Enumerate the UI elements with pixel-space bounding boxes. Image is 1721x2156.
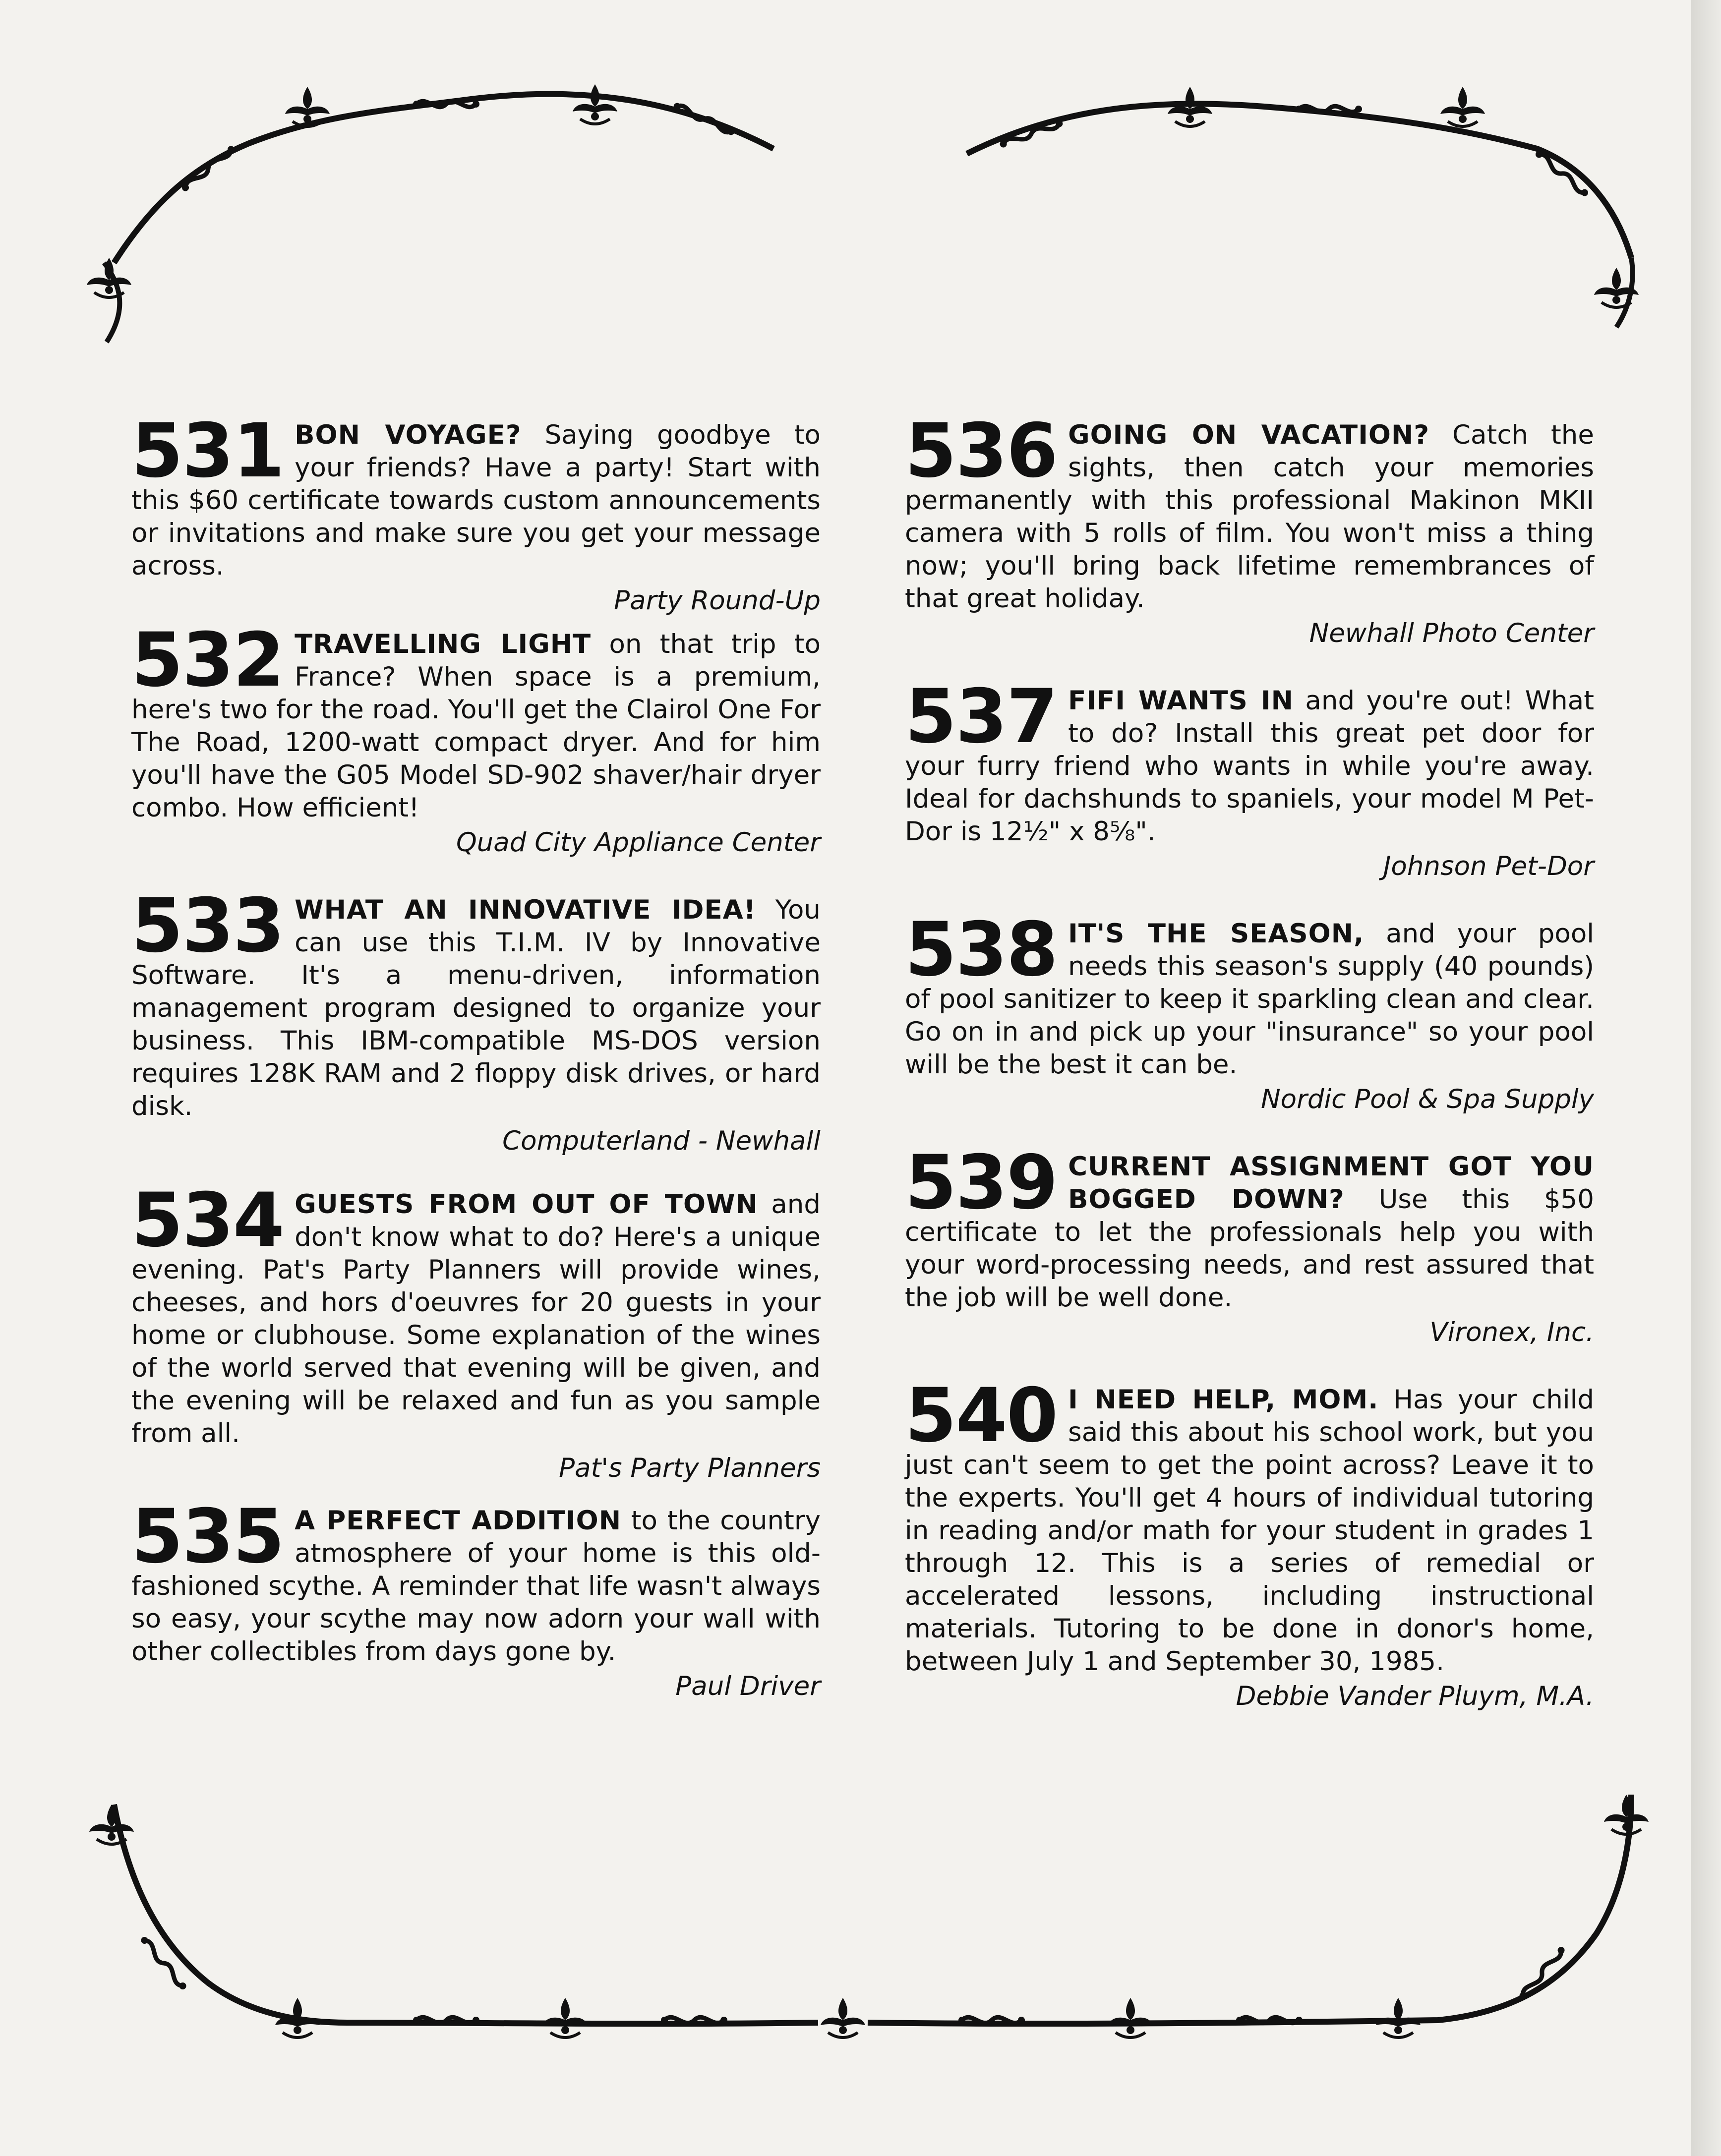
item-headline: FIFI WANTS IN (1068, 686, 1294, 716)
item-number: 533 (131, 883, 284, 969)
item-number: 536 (905, 408, 1058, 494)
auction-item (905, 408, 1594, 650)
auction-item (131, 408, 821, 617)
item-donor: Paul Driver (675, 1671, 821, 1701)
item-text: Saying goodbye to your friends? Have a party! Start with this $60 certificate towards custom announcements or invitations and make sure you get your message across. (131, 420, 821, 581)
auction-item (131, 883, 821, 1158)
item-donor: Newhall Photo Center (1309, 618, 1594, 648)
item-donor: Vironex, Inc. (1429, 1317, 1594, 1347)
item-number: 534 (131, 1177, 284, 1264)
item-number: 539 (905, 1140, 1058, 1226)
item-text: Catch the sights, then catch your memories permanently with this professional Makinon MKII camera with 5 rolls of film. You won't miss a thing now; you'll bring back lifetime remembrances of that great holiday. (905, 420, 1594, 614)
item-number: 532 (131, 617, 284, 703)
auction-item (905, 674, 1594, 883)
item-number: 540 (905, 1373, 1058, 1459)
item-donor: Nordic Pool & Spa Supply (1261, 1084, 1594, 1114)
item-donor: Johnson Pet-Dor (1383, 851, 1594, 881)
item-text: to the country atmosphere of your home is this old-fashioned scythe. A reminder that life wasn't always so easy, your scythe may now adorn your wall with other collectibles from days gone by. (131, 1506, 821, 1667)
item-donor: Computerland - Newhall (502, 1126, 821, 1156)
item-text: and you're out! What to do? Install this great pet door for your furry friend who wants in while you're away. Ideal for dachshunds to spaniels, your model M Pet-Dor is 12½" x 8⅝". (905, 686, 1594, 847)
item-text: Use this $50 certificate to let the professionals help you with your word-processing needs, and rest assured that the job will be well done. (905, 1184, 1594, 1313)
item-text: and don't know what to do? Here's a unique evening. Pat's Party Planners will provide wines, cheeses, and hors d'oeuvres for 20 guests in your home or clubhouse. Some explanation of the wines of the world served that evening will be given, and the evening will be relaxed and fun as you sample from all. (131, 1189, 821, 1449)
item-text: and your pool needs this season's supply (40 pounds) of pool sanitizer to keep it sparkling clean and clear. Go on in and pick up your "insurance" so your pool will be the best it can be. (905, 919, 1594, 1080)
item-headline: IT'S THE SEASON, (1068, 919, 1365, 949)
item-headline: BON VOYAGE? (295, 420, 522, 450)
item-headline: I NEED HELP, MOM. (1068, 1385, 1379, 1415)
item-number: 535 (131, 1494, 284, 1580)
item-headline: GUESTS FROM OUT OF TOWN (295, 1189, 758, 1220)
item-number: 531 (131, 408, 284, 494)
item-headline: A PERFECT ADDITION (295, 1506, 622, 1536)
item-text: on that trip to France? When space is a premium, here's two for the road. You'll get the Clairol One For The Road, 1200-watt compact dryer. And for him you'll have the G05 Model SD-902 shaver/hair dryer combo. How efficient! (131, 629, 821, 823)
item-text: Has your child said this about his school work, but you just can't seem to get the point across? Leave it to the experts. You'll get 4 hours of individual tutoring in reading and/or math for your student in grades 1 through 12. This is a series of remedial or accelerated lessons, including instructional materials. Tutoring to be done in donor's home, between July 1 and September 30, 1985. (905, 1385, 1594, 1677)
item-number: 538 (905, 907, 1058, 993)
auction-item (905, 1140, 1594, 1349)
right-column (905, 408, 1594, 1713)
item-donor: Debbie Vander Pluym, M.A. (1236, 1681, 1594, 1711)
auction-item (131, 1177, 821, 1485)
auction-item (905, 907, 1594, 1116)
item-donor: Quad City Appliance Center (456, 827, 821, 858)
item-headline: WHAT AN INNOVATIVE IDEA! (295, 895, 756, 925)
item-headline: CURRENT ASSIGNMENT GOT YOU BOGGED DOWN? (1068, 1152, 1594, 1215)
item-donor: Party Round-Up (614, 585, 821, 616)
item-donor: Pat's Party Planners (559, 1453, 821, 1483)
item-number: 537 (905, 674, 1058, 760)
left-column (131, 408, 821, 1703)
auction-item (131, 1494, 821, 1703)
item-text: You can use this T.I.M. IV by Innovative Software. It's a menu-driven, information management program designed to organize your business. This IBM-compatible MS-DOS version requires 128K RAM and 2 floppy disk drives, or hard disk. (131, 895, 821, 1121)
item-headline: GOING ON VACATION? (1068, 420, 1430, 450)
auction-item (131, 617, 821, 859)
auction-item (905, 1373, 1594, 1713)
item-headline: TRAVELLING LIGHT (295, 629, 592, 659)
